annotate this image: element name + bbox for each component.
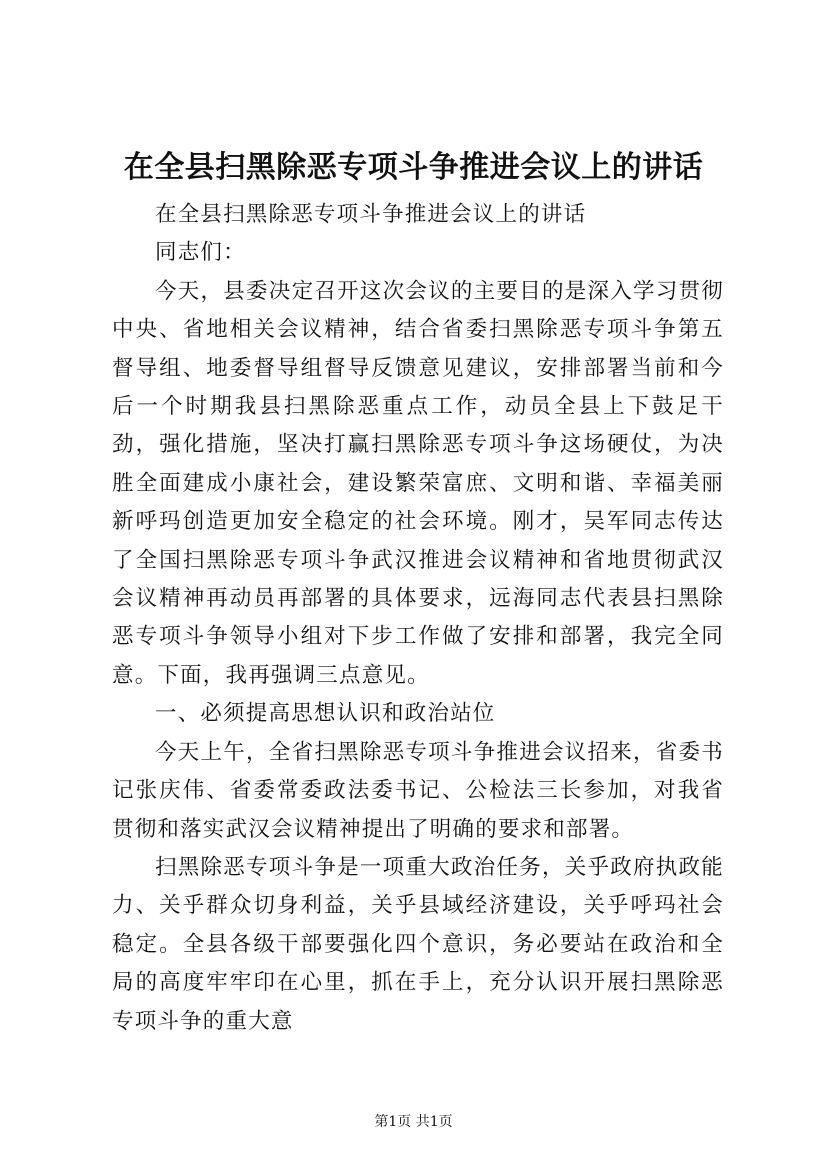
paragraph-subtitle: 在全县扫黑除恶专项斗争推进会议上的讲话 (155, 202, 587, 227)
paragraph-intro: 今天，县委决定召开这次会议的主要目的是深入学习贯彻中央、省地相关会议精神，结合省委扫黑除恶专项斗争第五督导组、地委督导组督导反馈意见建议，安排部署当前和今后一个时期我县扫黑除恶重点工作，动员全县上下鼓足干劲，强化措施，坚决打赢扫黑除恶专项斗争这场硬仗，为决胜全面建成小康社会，建设繁荣富庶、文明和谐、幸福美丽新呼玛创造更加安全稳定的社会环境。刚才，吴军同志传达了全国扫黑除恶专项斗争武汉推进会议精神和省地贯彻武汉会议精神再动员再部署的具体要求，远海同志代表县扫黑除恶专项斗争领导小组对下步工作做了安排和部署，我完全同意。下面，我再强调三点意见。 (112, 278, 724, 688)
section-heading-1: 一、必须提高思想认识和政治站位 (155, 701, 496, 727)
document-title: 在全县扫黑除恶专项斗争推进会议上的讲话 (123, 150, 704, 185)
paragraph-task: 扫黑除恶专项斗争是一项重大政治任务，关乎政府执政能力、关乎群众切身利益，关乎县域经济建设，关乎呼玛社会稳定。全县各级干部要强化四个意识，务必要站在政治和全局的高度牢牢印在心里，抓在手上，充分认识开展扫黑除恶专项斗争的重大意 (112, 854, 724, 1034)
page-number-footer: 第1页 共1页 (374, 1114, 453, 1130)
document-body (112, 196, 724, 1041)
paragraph-meeting: 今天上午，全省扫黑除恶专项斗争推进会议招来，省委书记张庆伟、省委常委政法委书记、公检法三长参加，对我省贯彻和落实武汉会议精神提出了明确的要求和部署。 (112, 739, 724, 842)
paragraph-salutation: 同志们： (155, 240, 246, 266)
